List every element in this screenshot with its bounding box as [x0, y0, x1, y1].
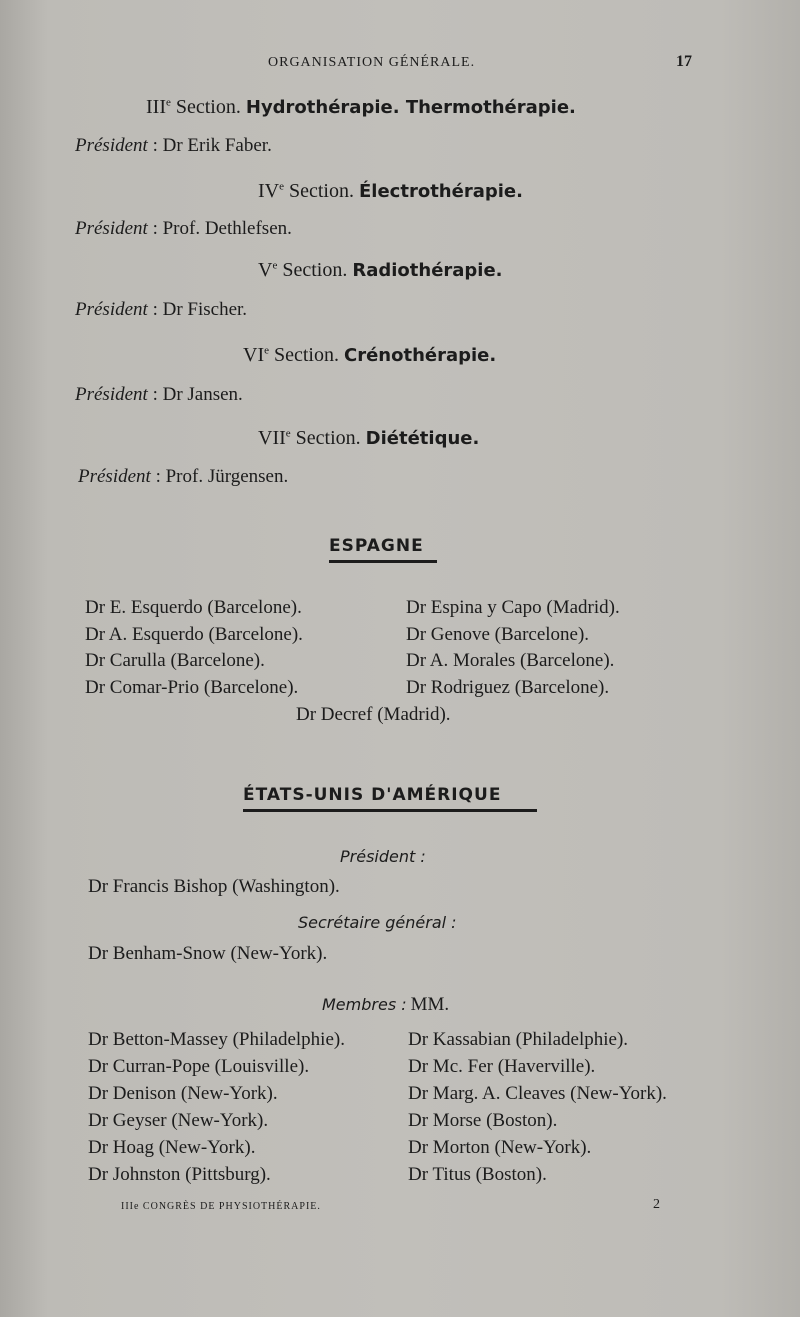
member-entry: Dr A. Esquerdo (Barcelone). [85, 624, 303, 645]
member-entry: Dr Mc. Fer (Haverville). [408, 1056, 596, 1077]
heading-underline [243, 809, 537, 812]
country-heading-espagne: ESPAGNE [329, 536, 424, 556]
section-heading: IIIe Section. Hydrothérapie. Thermothérapie. [146, 96, 576, 118]
country-heading-usa: ÉTATS-UNIS D'AMÉRIQUE [243, 785, 502, 805]
member-entry: Dr Geyser (New-York). [88, 1110, 269, 1131]
heading-underline [329, 560, 437, 563]
section-heading: Ve Section. Radiothérapie. [258, 259, 503, 281]
section-president: Président : Dr Jansen. [75, 384, 243, 405]
member-entry: Dr Marg. A. Cleaves (New-York). [408, 1083, 667, 1104]
section-president: Président : Prof. Dethlefsen. [75, 218, 292, 239]
role-president: Président : [340, 847, 426, 866]
section-president: Président : Dr Erik Faber. [75, 135, 272, 156]
role-secretary: Secrétaire général : [298, 913, 457, 932]
section-heading: VIe Section. Crénothérapie. [243, 344, 497, 366]
member-entry: Dr Morton (New-York). [408, 1137, 592, 1158]
member-entry: Dr Johnston (Pittsburg). [88, 1164, 271, 1185]
member-entry: Dr Curran-Pope (Louisville). [88, 1056, 310, 1077]
section-heading: IVe Section. Électrothérapie. [258, 180, 523, 202]
member-entry: Dr Titus (Boston). [408, 1164, 547, 1185]
page-number: 17 [676, 53, 692, 70]
sheet-number: 2 [653, 1197, 660, 1212]
member-entry: Dr Comar-Prio (Barcelone). [85, 677, 299, 698]
member-entry: Dr A. Morales (Barcelone). [406, 650, 615, 671]
section-president: Président : Dr Fischer. [75, 299, 248, 320]
running-title: ORGANISATION GÉNÉRALE. [268, 55, 476, 70]
member-entry: Dr Genove (Barcelone). [406, 624, 590, 645]
member-entry: Dr Hoag (New-York). [88, 1137, 256, 1158]
member-entry: Dr Kassabian (Philadelphie). [408, 1029, 629, 1050]
president-entry: Dr Francis Bishop (Washington). [88, 876, 340, 897]
section-heading: VIIe Section. Diététique. [258, 427, 480, 449]
member-entry: Dr Decref (Madrid). [296, 704, 451, 725]
signature-line: IIIe CONGRÈS DE PHYSIOTHÉRAPIE. [121, 1201, 321, 1212]
role-members: Membres : MM. [322, 994, 450, 1015]
member-entry: Dr Morse (Boston). [408, 1110, 558, 1131]
member-entry: Dr Rodriguez (Barcelone). [406, 677, 610, 698]
member-entry: Dr Denison (New-York). [88, 1083, 278, 1104]
secretary-entry: Dr Benham-Snow (New-York). [88, 943, 328, 964]
member-entry: Dr Espina y Capo (Madrid). [406, 597, 620, 618]
member-entry: Dr Betton-Massey (Philadelphie). [88, 1029, 345, 1050]
member-entry: Dr E. Esquerdo (Barcelone). [85, 597, 302, 618]
member-entry: Dr Carulla (Barcelone). [85, 650, 265, 671]
section-president: Président : Prof. Jürgensen. [78, 466, 289, 487]
